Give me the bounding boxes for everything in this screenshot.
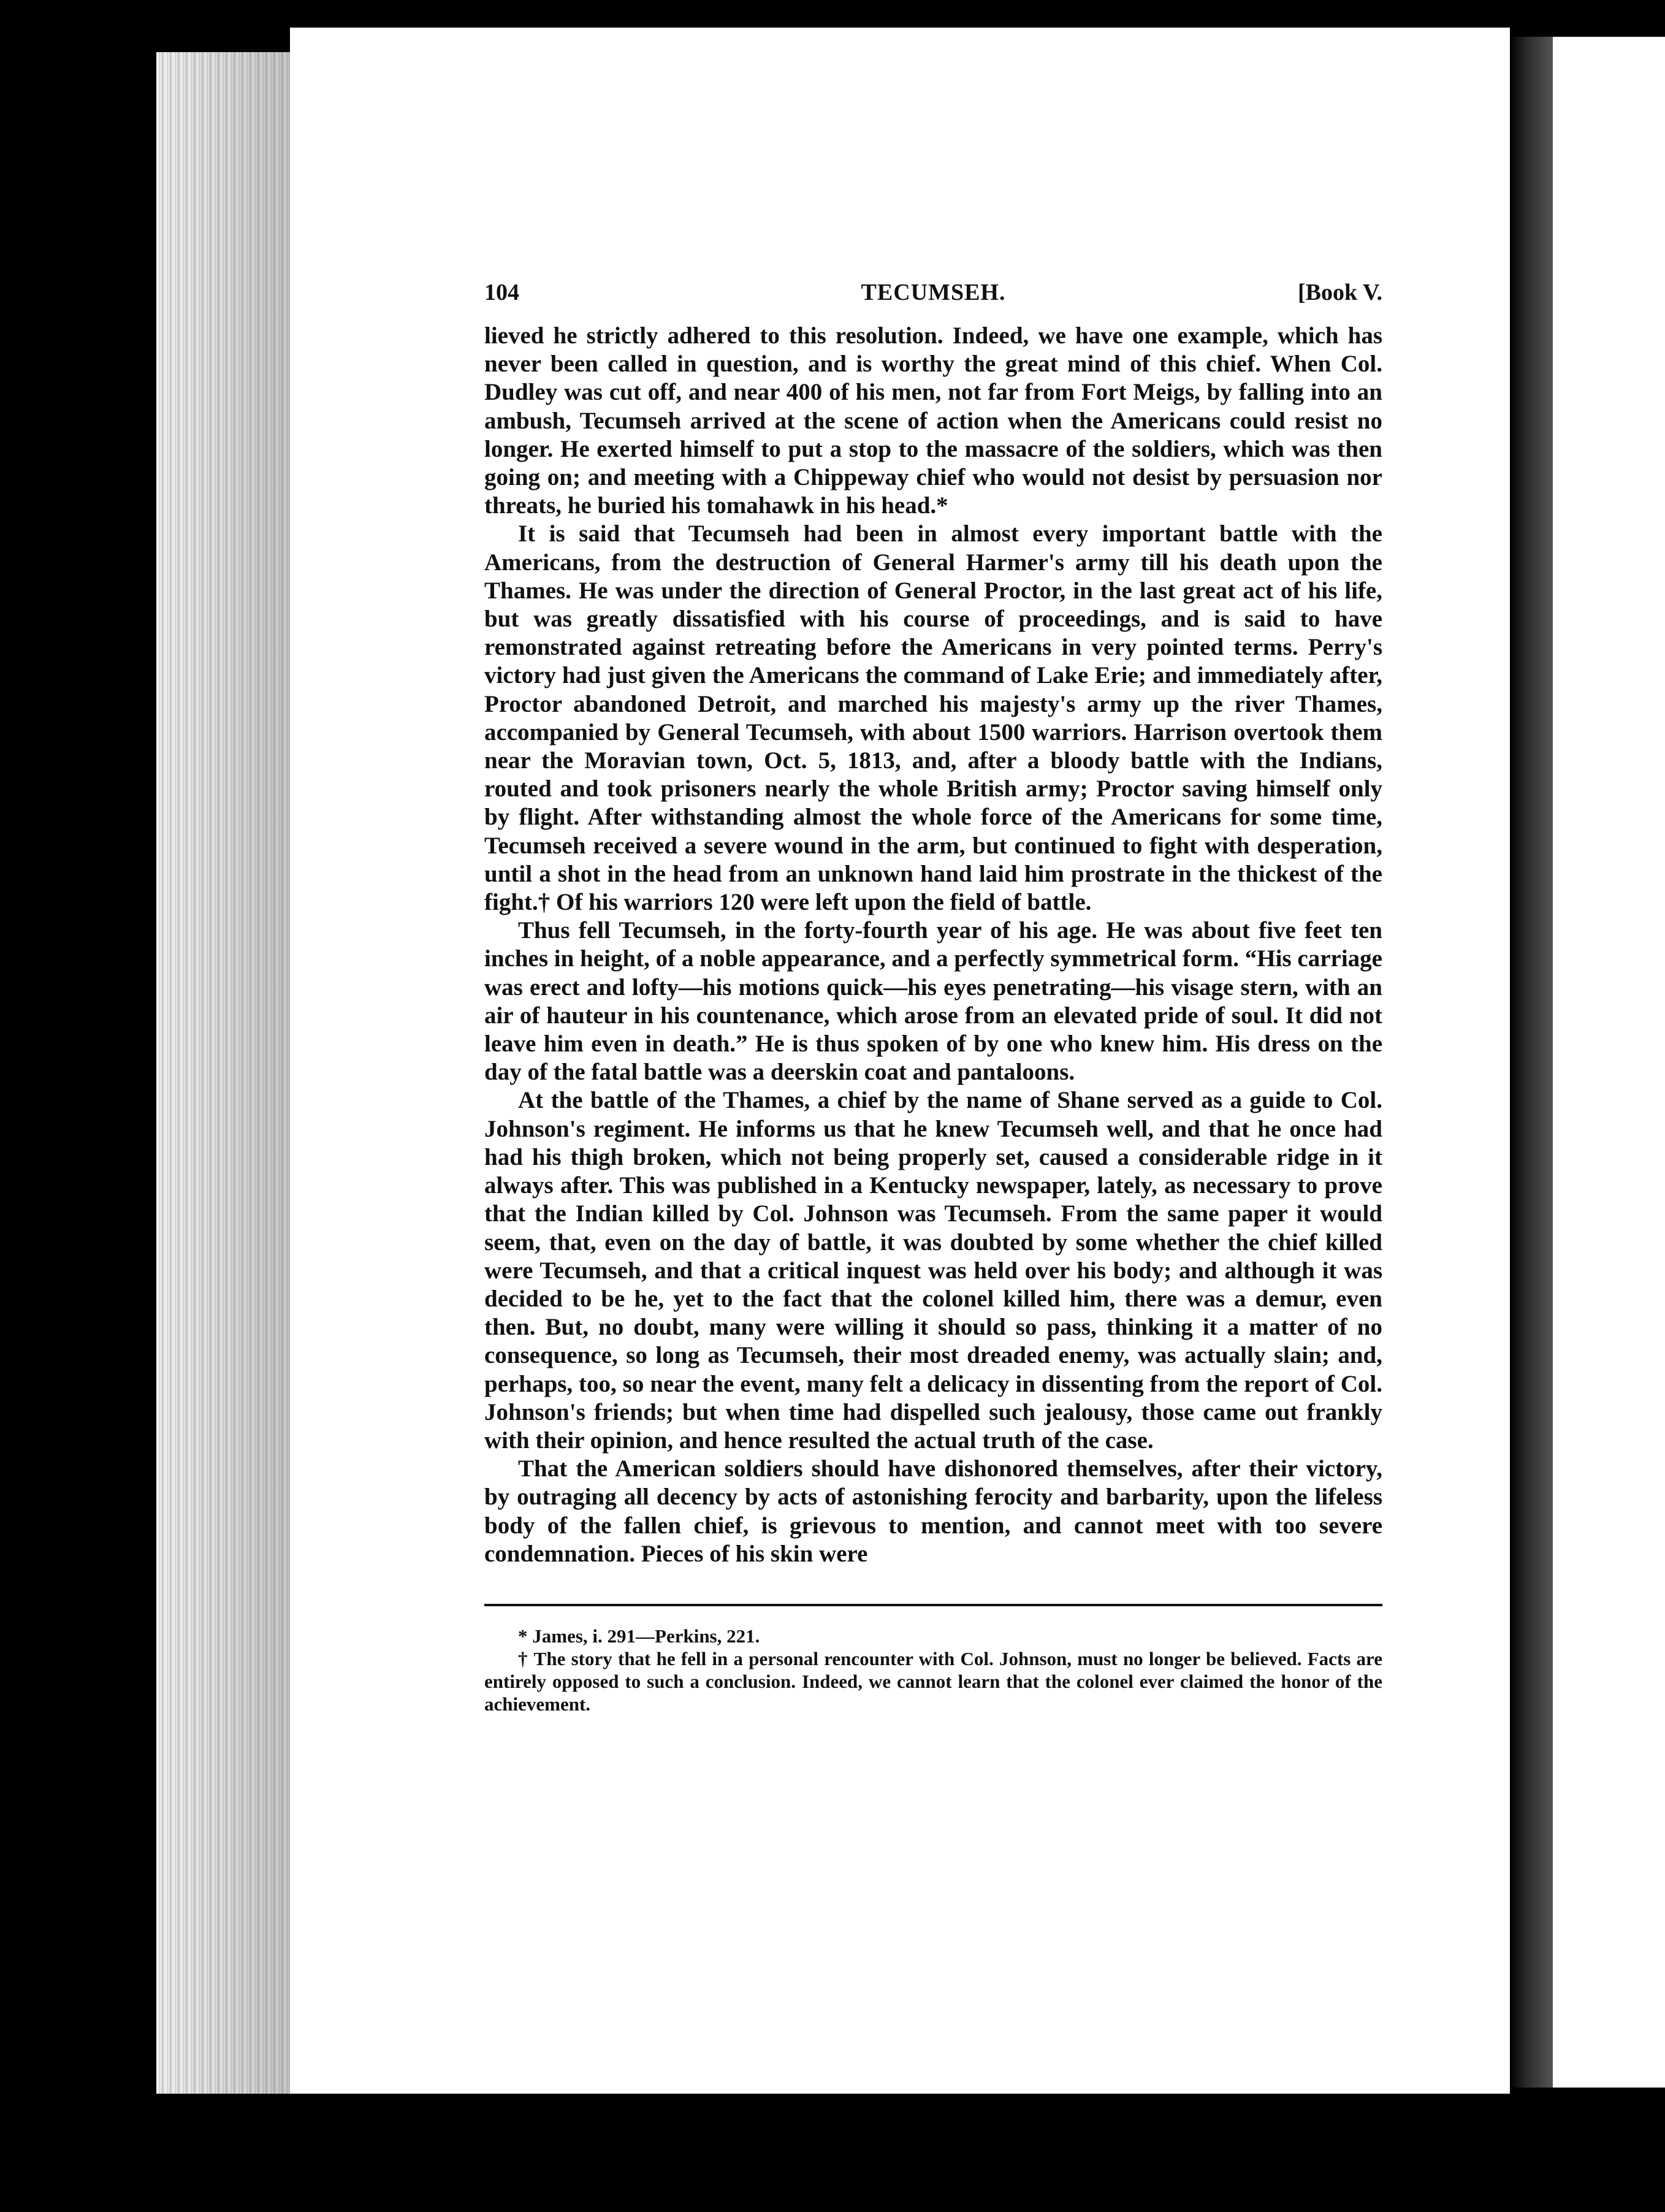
paragraph: Thus fell Tecumseh, in the forty-fourth year of his age. He was about five feet ten inches in height, of a noble appearance, and a perfectly symmetrical form. “His carriage was erect and lofty—his motions quick—his eyes penetrating—his visage stern, with an air of hauteur in his countenance, which arose from an elevated pride of soul. It did not leave him even in death.” He is thus spoken of by one who knew him. His dress on the day of the fatal battle was a deerskin coat and pantaloons. xyxy=(484,917,1382,1086)
page-content xyxy=(484,279,1382,1715)
page-edge-stack xyxy=(156,52,290,2094)
running-title: TECUMSEH. xyxy=(861,280,1006,305)
paragraph: lieved he strictly adhered to this resolution. Indeed, we have one example, which has never been called in question, and is worthy the great mind of this chief. When Col. Dudley was cut off, and near 400 of his men, not far from Fort Meigs, by falling into an ambush, Tecumseh arrived at the scene of action when the Americans could resist no longer. He exerted himself to put a stop to the massacre of the soldiers, which was then going on; and meeting with a Chippeway chief who would not desist by persuasion nor threats, he buried his tomahawk in his head.* xyxy=(484,322,1382,519)
footnote-rule xyxy=(484,1604,1382,1606)
paragraph: That the American soldiers should have dishonored themselves, after their victory, by outraging all decency by acts of astonishing ferocity and barbarity, upon the lifeless body of the fallen chief, is grievous to mention, and cannot meet with too severe condemnation. Pieces of his skin were xyxy=(484,1455,1382,1567)
running-head xyxy=(484,279,1382,322)
footnotes xyxy=(484,1625,1382,1715)
book-reference: [Book V. xyxy=(1298,280,1382,305)
paragraph: At the battle of the Thames, a chief by the name of Shane served as a guide to Col. Johnson's regiment. He informs us that he knew Tecumseh well, and that he once had had his thigh broken, which not being properly set, caused a considerable ridge in it always after. This was published in a Kentucky newspaper, lately, as necessary to prove that the Indian killed by Col. Johnson was Tecumseh. From the same paper it would seem, that, even on the day of battle, it was doubted by some whether the chief killed were Tecumseh, and that a critical inquest was held over his body; and although it was decided to be he, yet to the fact that the colonel killed him, there was a demur, even then. But, no doubt, many were willing it should so pass, thinking it a matter of no consequence, so long as Tecumseh, their most dreaded enemy, was actually slain; and, perhaps, too, so near the event, many felt a delicacy in dissenting from the report of Col. Johnson's friends; but when time had dispelled such jealousy, those came out frankly with their opinion, and hence resulted the actual truth of the case. xyxy=(484,1087,1382,1454)
paragraph: It is said that Tecumseh had been in almost every important battle with the Americans, from the destruction of General Harmer's army till his death upon the Thames. He was under the direction of General Proctor, in the last great act of his life, but was greatly dissatisfied with his course of proceedings, and is said to have remonstrated against retreating before the Americans in very pointed terms. Perry's victory had just given the Americans the command of Lake Erie; and immediately after, Proctor abandoned Detroit, and marched his majesty's army up the river Thames, accompanied by General Tecumseh, with about 1500 warriors. Harrison overtook them near the Moravian town, Oct. 5, 1813, and, after a bloody battle with the Indians, routed and took prisoners nearly the whole British army; Proctor saving himself only by flight. After withstanding almost the whole force of the Americans for some time, Tecumseh received a severe wound in the arm, but continued to fight with desperation, until a shot in the head from an unknown hand laid him prostrate in the thickest of the fight.† Of his warriors 120 were left upon the field of battle. xyxy=(484,521,1382,916)
footnote: † The story that he fell in a personal rencounter with Col. Johnson, must no longer be believed. Facts are entirely opposed to such a conclusion. Indeed, we cannot learn that the colonel ever claimed the honor of the achievement. xyxy=(484,1647,1382,1715)
facing-page-edge xyxy=(1553,37,1665,2088)
body-text xyxy=(484,322,1382,1568)
page-number: 104 xyxy=(484,280,519,305)
footnote: * James, i. 291—Perkins, 221. xyxy=(518,1625,760,1647)
book-gutter-shadow xyxy=(1510,37,1553,2088)
